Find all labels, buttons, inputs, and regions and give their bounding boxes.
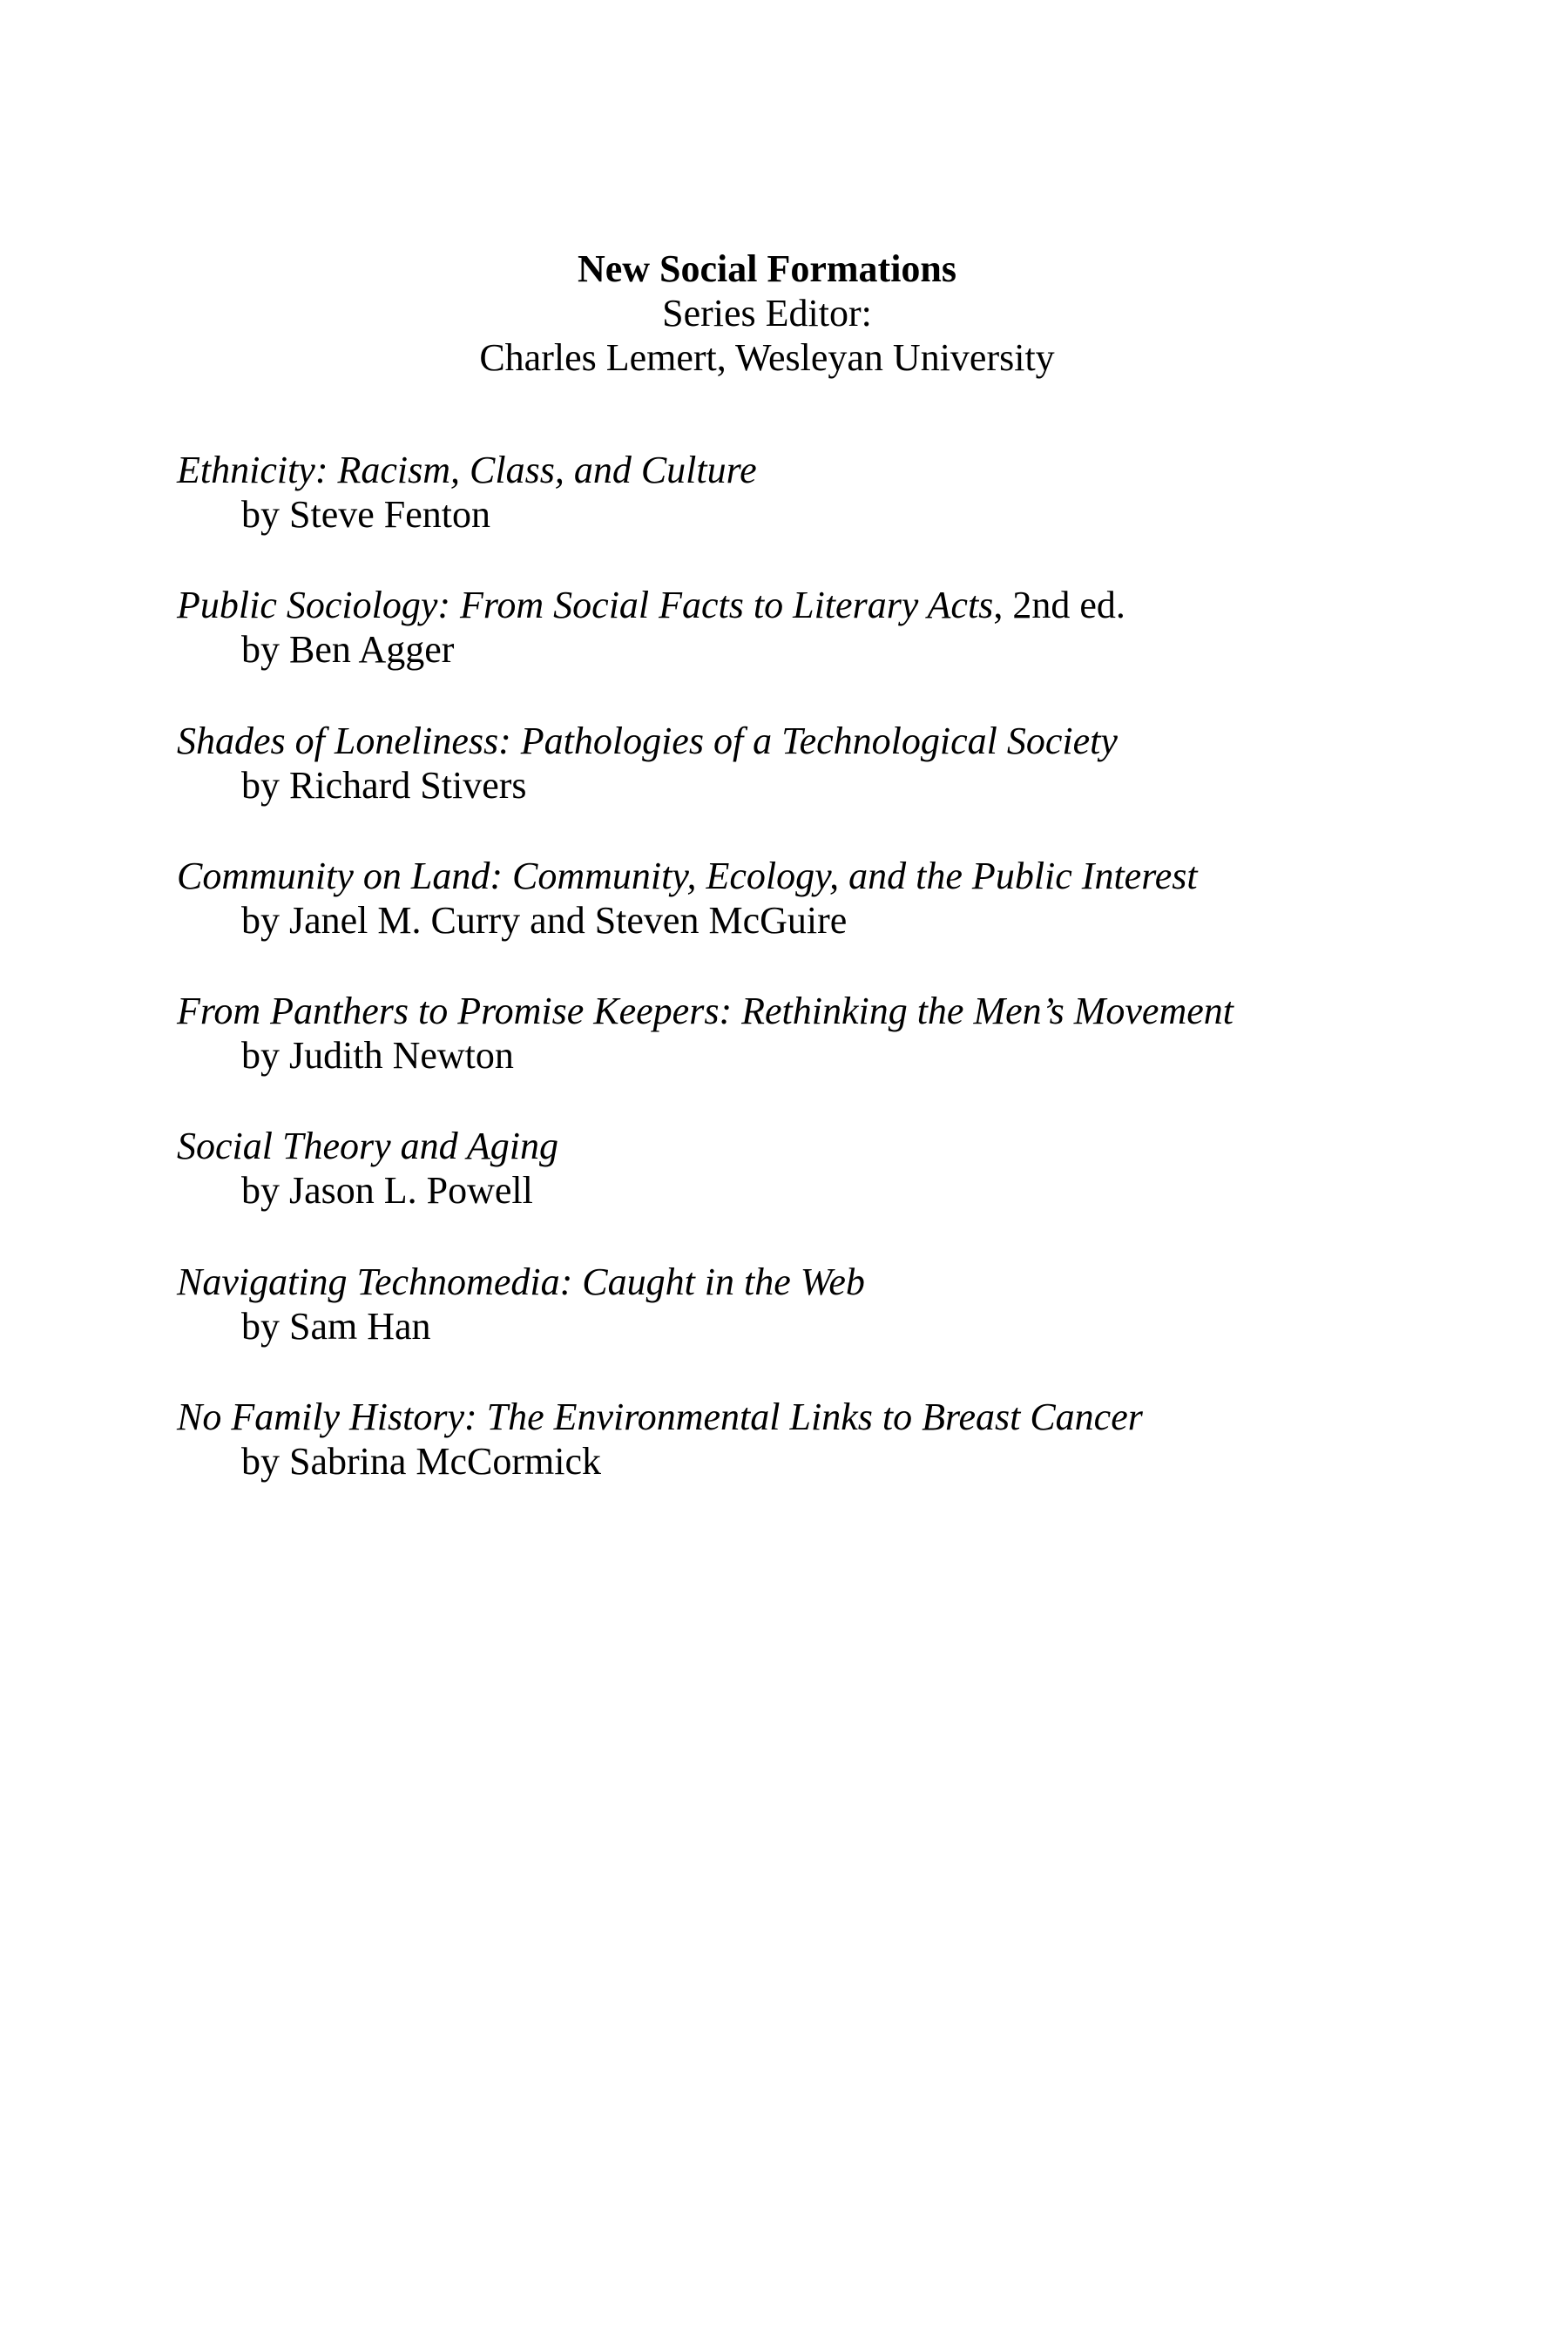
- book-author: by Ben Agger: [241, 628, 455, 672]
- book-title: Navigating Technomedia: Caught in the Web: [177, 1260, 865, 1303]
- book-title: Community on Land: Community, Ecology, and the Public Interest: [177, 854, 1198, 897]
- book-author: by Steve Fenton: [241, 493, 490, 536]
- series-title: New Social Formations: [577, 247, 957, 290]
- book-title-line: [177, 719, 1536, 763]
- book-author: by Judith Newton: [241, 1034, 514, 1078]
- book-author: by Sam Han: [241, 1304, 431, 1348]
- book-author: by Sabrina McCormick: [241, 1440, 602, 1484]
- book-title-line: [177, 448, 1536, 492]
- series-editor-label: Series Editor:: [662, 292, 872, 335]
- book-author: by Jason L. Powell: [241, 1169, 533, 1213]
- series-editor: Charles Lemert, Wesleyan University: [479, 336, 1055, 379]
- book-title-line: [177, 854, 1536, 898]
- book-title: Social Theory and Aging: [177, 1125, 558, 1168]
- book-title-line: [177, 1395, 1536, 1439]
- book-entry: [177, 583, 1536, 672]
- book-list: [177, 448, 1536, 1530]
- book-title: Shades of Loneliness: Pathologies of a Technological Society: [177, 719, 1118, 762]
- series-header: [0, 247, 1534, 380]
- book-entry: [177, 1260, 1536, 1348]
- book-title: From Panthers to Promise Keepers: Rethinking the Men’s Movement: [177, 990, 1233, 1033]
- book-title-line: [177, 989, 1536, 1033]
- book-title-line: [177, 1260, 1536, 1304]
- book-title-suffix: , 2nd ed.: [993, 584, 1125, 627]
- book-entry: [177, 854, 1536, 943]
- book-title: Public Sociology: From Social Facts to Literary Acts: [177, 584, 994, 627]
- book-author: by Janel M. Curry and Steven McGuire: [241, 898, 848, 942]
- book-title: No Family History: The Environmental Links to Breast Cancer: [177, 1396, 1143, 1439]
- book-entry: [177, 448, 1536, 537]
- book-title-line: [177, 1124, 1536, 1168]
- book-entry: [177, 1395, 1536, 1484]
- book-title: Ethnicity: Racism, Class, and Culture: [177, 449, 757, 491]
- book-title-line: [177, 583, 1536, 627]
- book-entry: [177, 719, 1536, 808]
- book-entry: [177, 989, 1536, 1078]
- book-entry: [177, 1124, 1536, 1213]
- book-author: by Richard Stivers: [241, 763, 527, 807]
